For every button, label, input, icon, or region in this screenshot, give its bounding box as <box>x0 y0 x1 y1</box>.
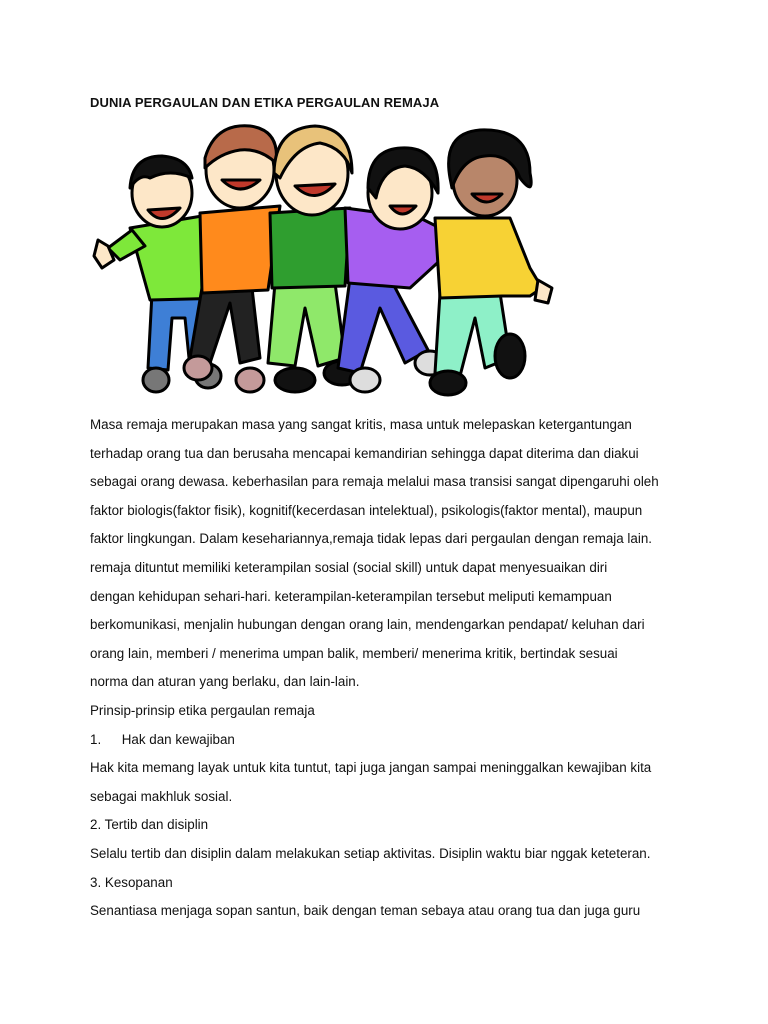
item-2-line: Selalu tertib dan disiplin dalam melakukan setiap aktivitas. Disiplin waktu biar nggak keteteran. <box>90 845 651 861</box>
intro-line: dengan kehidupan sehari-hari. keterampilan-keterampilan tersebut meliputi kemampuan <box>90 588 612 604</box>
intro-line: berkomunikasi, menjalin hubungan dengan orang lain, mendengarkan pendapat/ keluhan dari <box>90 617 645 633</box>
intro-line: terhadap orang tua dan berusaha mencapai kemandirian sehingga dapat diterima dan diakui <box>90 445 639 461</box>
item-1-number: 1. <box>90 731 102 747</box>
intro-line: remaja dituntut memiliki keterampilan sosial (social skill) untuk dapat menyesuaikan diri <box>90 559 608 575</box>
intro-line: orang lain, memberi / menerima umpan balik, memberi/ menerima kritik, bertindak sesuai <box>90 645 618 661</box>
intro-line: faktor lingkungan. Dalam kesehariannya,remaja tidak lepas dari pergaulan dengan remaja lain. <box>90 531 653 547</box>
item-2-heading: 2. Tertib dan disiplin <box>90 817 209 833</box>
item-1-title: Hak dan kewajiban <box>121 731 235 747</box>
item-1-heading <box>90 726 678 755</box>
intro-line: faktor biologis(faktor fisik), kognitif(kecerdasan intelektual), psikologis(faktor mental), maupun <box>90 502 643 518</box>
item-1-line: Hak kita memang layak untuk kita tuntut, tapi juga jangan sampai meninggalkan kewajiban kita <box>90 760 652 776</box>
intro-line: norma dan aturan yang berlaku, dan lain-lain. <box>90 674 360 690</box>
document-title: DUNIA PERGAULAN DAN ETIKA PERGAULAN REMAJA <box>90 95 440 110</box>
intro-line: sebagai orang dewasa. keberhasilan para remaja melalui masa transisi sangat dipengaruhi oleh <box>90 474 659 490</box>
document-body <box>90 411 678 926</box>
principles-heading: Prinsip-prinsip etika pergaulan remaja <box>90 702 315 718</box>
item-3-line: Senantiasa menjaga sopan santun, baik dengan teman sebaya atau orang tua dan juga guru <box>90 903 641 919</box>
intro-line: Masa remaja merupakan masa yang sangat kritis, masa untuk melepaskan ketergantungan <box>90 417 632 432</box>
item-1-line: sebagai makhluk sosial. <box>90 788 233 804</box>
person-5-figure <box>430 130 552 395</box>
friends-illustration <box>90 118 560 403</box>
item-3-heading: 3. Kesopanan <box>90 874 173 890</box>
